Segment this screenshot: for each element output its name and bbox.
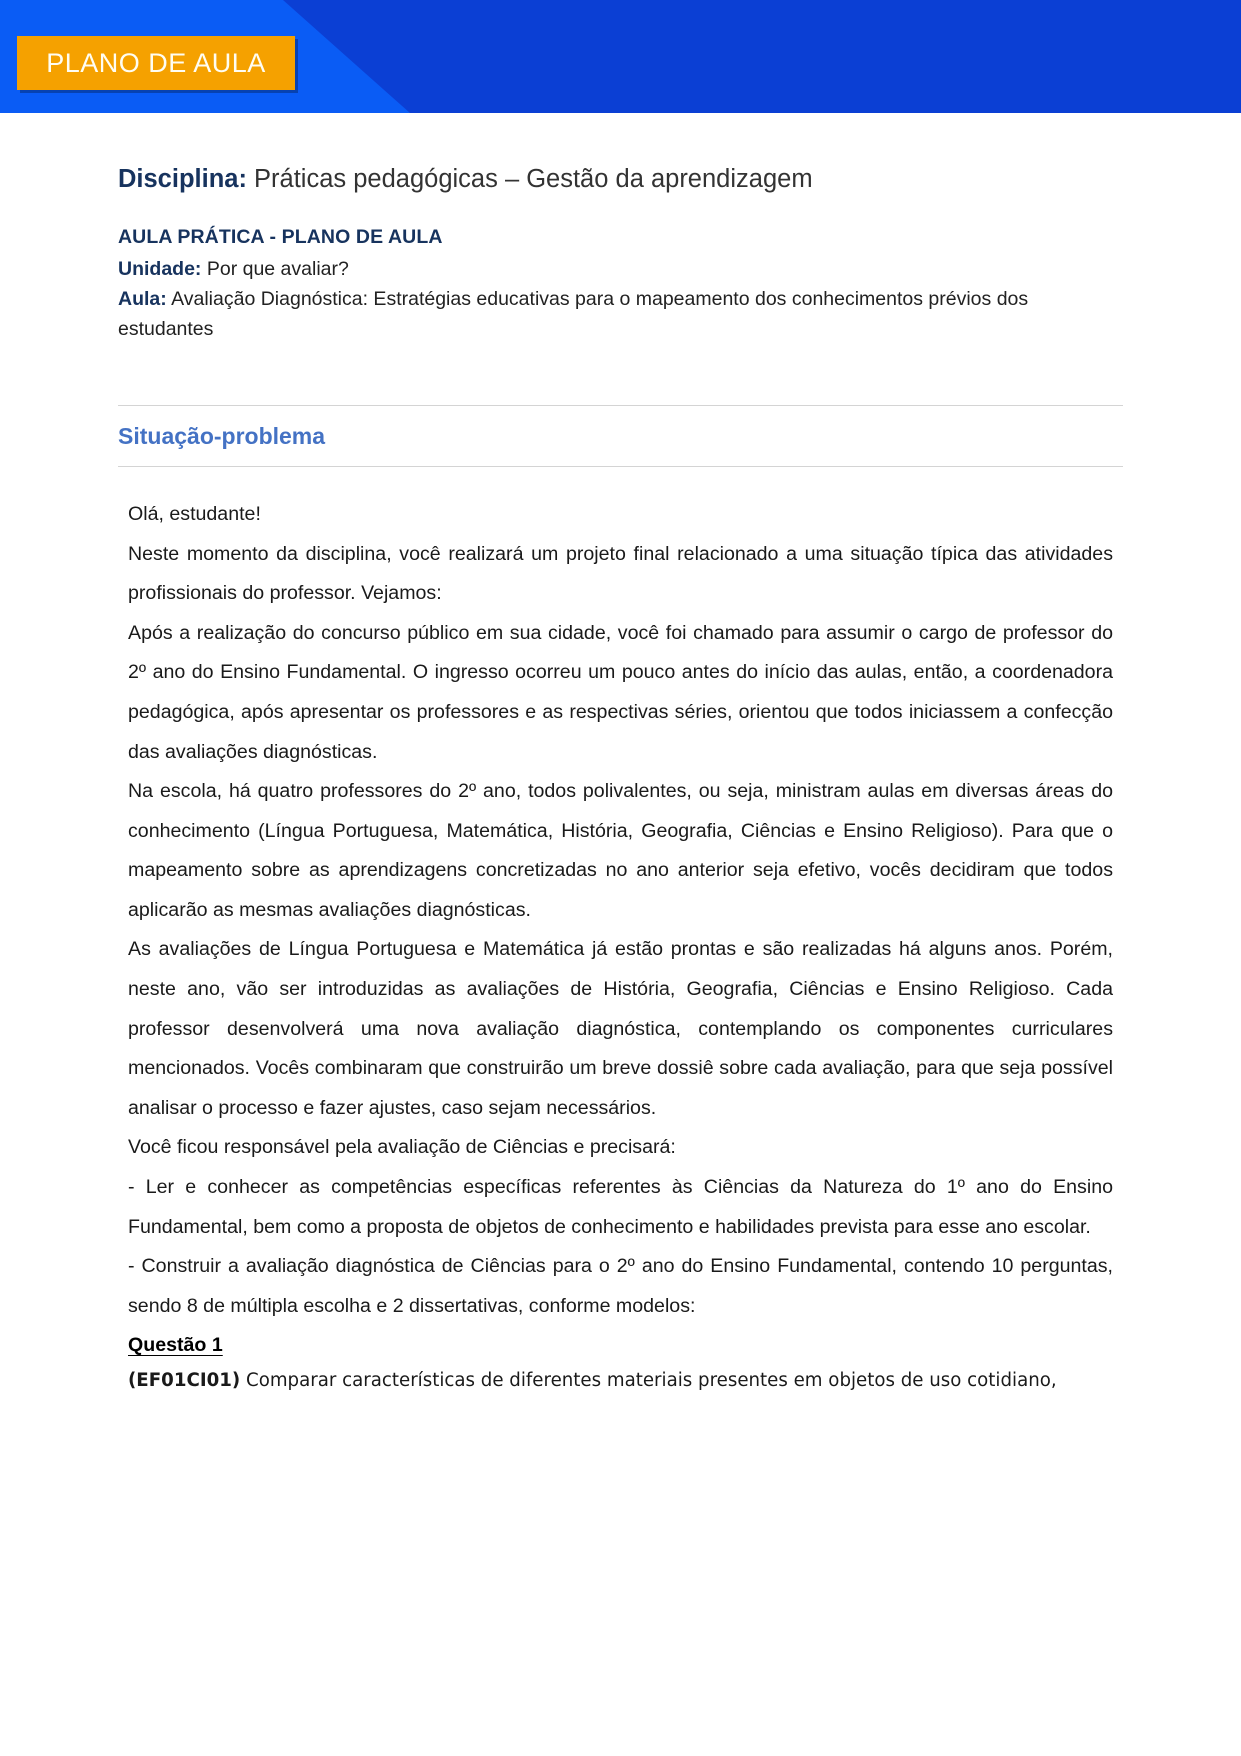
body-paragraph-3: Na escola, há quatro professores do 2º ano, todos polivalentes, ou seja, ministram aulas em diversas áreas do conhecimento (Língua Portuguesa, Matemática, História, Geografia, Ciências e Ensino Religioso). Para que o mapeamento sobre as aprendizagens concretizadas no ano anterior seja efetivo, vocês decidiram que todos aplicarão as mesmas avaliações diagnósticas. bbox=[128, 780, 1113, 921]
habilidade-text: Comparar características de diferentes materiais presentes em objetos de uso cotidiano, bbox=[240, 1369, 1057, 1391]
greeting-line: Olá, estudante! bbox=[128, 503, 261, 526]
task-bullet-1: - Ler e conhecer as competências específicas referentes às Ciências da Natureza do 1º ano do Ensino Fundamental, bem como a proposta de objetos de conhecimento e habilidades prevista para esse ano escolar. bbox=[128, 1175, 1113, 1238]
disciplina-label: Disciplina: bbox=[118, 165, 247, 193]
task-lead-in: Você ficou responsável pela avaliação de Ciências e precisará: bbox=[128, 1136, 676, 1159]
questao-1-heading-label: Questão 1 bbox=[128, 1334, 223, 1357]
situacao-problema-section bbox=[118, 405, 1123, 467]
body-paragraph-1: Neste momento da disciplina, você realizará um projeto final relacionado a uma situação típica das atividades profissionais do professor. Vejamos: bbox=[128, 542, 1113, 605]
lesson-meta-block bbox=[118, 223, 1123, 345]
lesson-metadata bbox=[118, 113, 1123, 344]
document-page bbox=[0, 113, 1241, 1395]
habilidade-code: (EF01CI01) bbox=[128, 1369, 241, 1391]
unidade-row bbox=[118, 255, 1123, 285]
aula-row bbox=[118, 285, 1123, 344]
aula-label: Aula: bbox=[118, 287, 167, 310]
aula-pratica-title: AULA PRÁTICA - PLANO DE AULA bbox=[118, 225, 443, 248]
task-bullet-2: - Construir a avaliação diagnóstica de Ciências para o 2º ano do Ensino Fundamental, contendo 10 perguntas, sendo 8 de múltipla escolha e 2 dissertativas, conforme modelos: bbox=[128, 1255, 1113, 1317]
plano-de-aula-badge bbox=[17, 36, 295, 90]
page-banner bbox=[0, 0, 1241, 113]
aula-value: Avaliação Diagnóstica: Estratégias educativas para o mapeamento dos conhecimentos prévios dos estudantes bbox=[118, 287, 1029, 340]
unidade-value: Por que avaliar? bbox=[201, 258, 349, 281]
section-heading-situacao-problema: Situação-problema bbox=[118, 423, 326, 450]
unidade-label: Unidade: bbox=[118, 258, 202, 281]
disciplina-row bbox=[118, 163, 1123, 196]
habilidade-ef01ci01 bbox=[128, 1366, 1113, 1395]
situacao-problema-body bbox=[118, 467, 1123, 1395]
disciplina-value: Práticas pedagógicas – Gestão da aprendizagem bbox=[246, 165, 813, 193]
body-paragraph-2: Após a realização do concurso público em sua cidade, você foi chamado para assumir o cargo de professor do 2º ano do Ensino Fundamental. O ingresso ocorreu um pouco antes do início das aulas, então, a coordenadora pedagógica, após apresentar os professores e as respectivas séries, orientou que todos iniciassem a confecção das avaliações diagnósticas. bbox=[128, 621, 1113, 763]
questao-1-heading bbox=[128, 1326, 1113, 1366]
body-paragraph-4: As avaliações de Língua Portuguesa e Matemática já estão prontas e são realizadas há alguns anos. Porém, neste ano, vão ser introduzidas as avaliações de História, Geografia, Ciências e Ensino Religioso. Cada professor desenvolverá uma nova avaliação diagnóstica, contemplando os componentes curriculares mencionados. Vocês combinaram que construirão um breve dossiê sobre cada avaliação, para que seja possível analisar o processo e fazer ajustes, caso sejam necessários. bbox=[128, 938, 1113, 1119]
banner-badge-label: PLANO DE AULA bbox=[46, 47, 266, 78]
